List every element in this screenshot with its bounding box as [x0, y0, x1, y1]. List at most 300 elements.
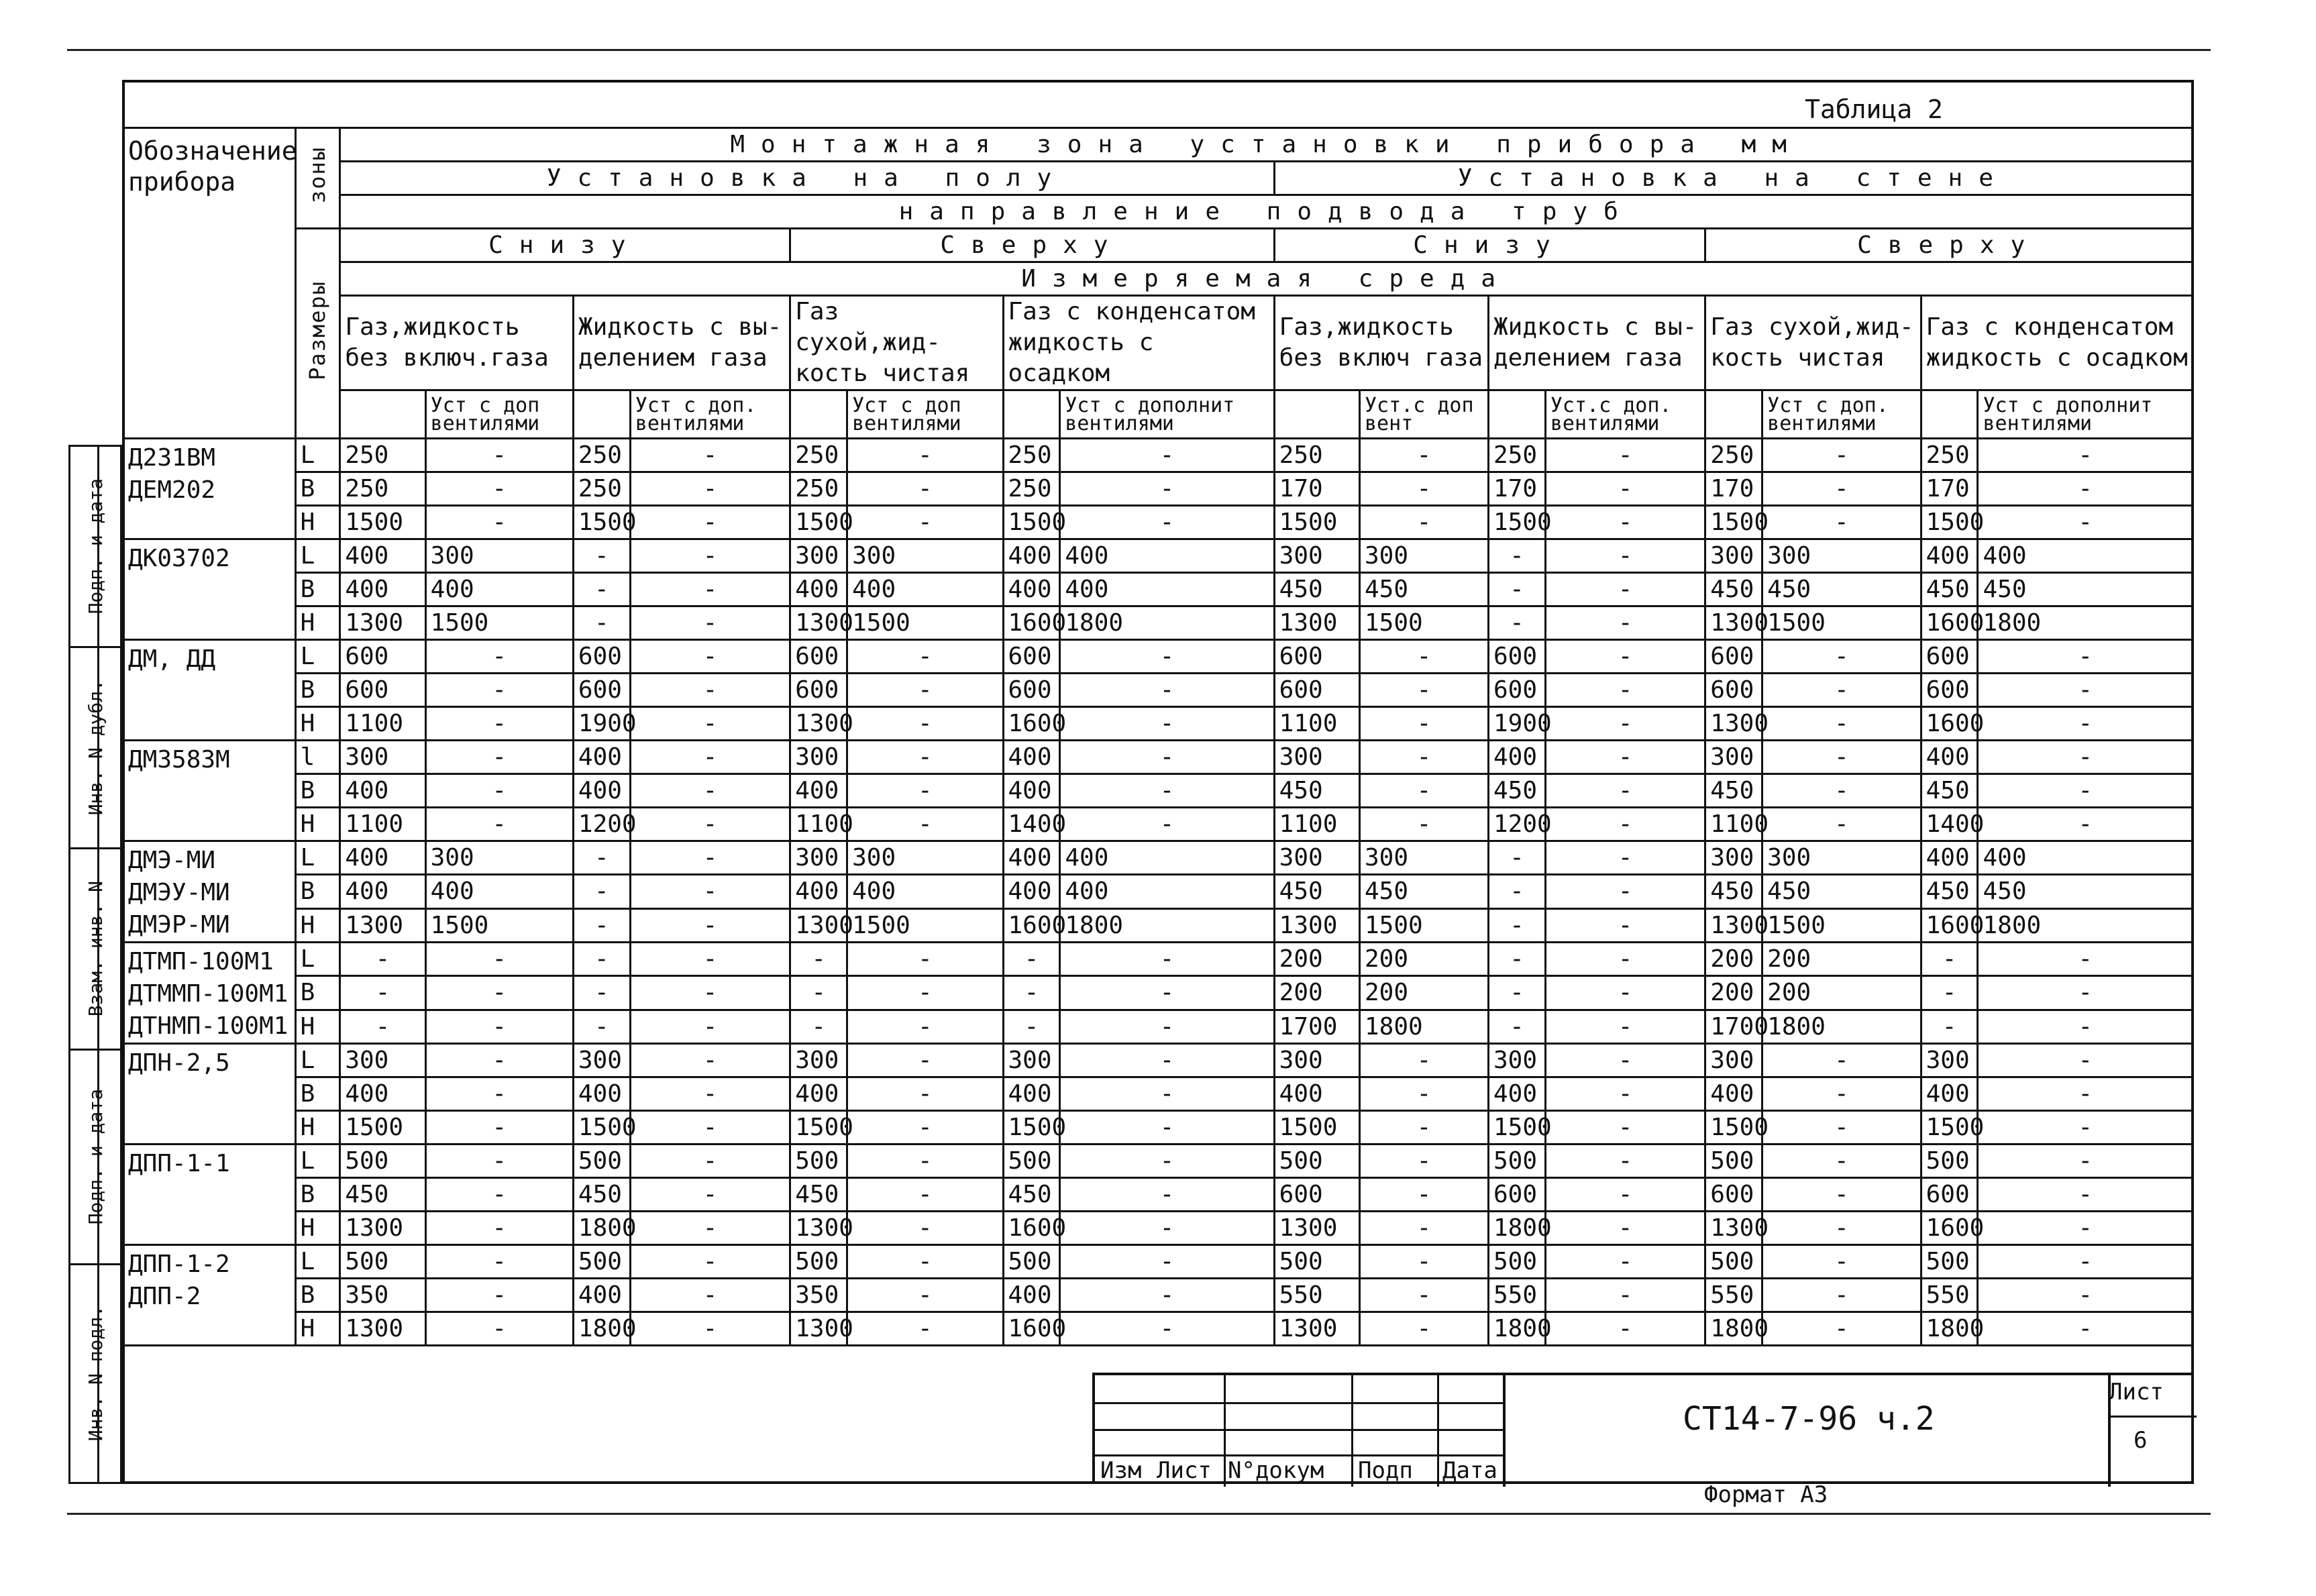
sub-header-main-6 — [1488, 390, 1545, 439]
table-cell: 400 — [1921, 741, 1978, 774]
table-cell: - — [847, 1111, 1003, 1145]
table-cell: - — [847, 506, 1003, 539]
table-cell: 400 — [1978, 841, 2193, 875]
table-cell: - — [1488, 976, 1545, 1010]
device-designation: ДМ3583М — [123, 741, 296, 841]
table-cell: - — [1545, 640, 1705, 674]
table-cell: - — [1545, 674, 1705, 707]
table-cell: 400 — [1003, 539, 1060, 573]
table-cell: 450 — [1978, 573, 2193, 606]
table-cell: - — [847, 1010, 1003, 1043]
size-code: H — [295, 1010, 340, 1043]
document-code: СТ14-7-96 ч.2 — [1683, 1400, 1935, 1438]
table-cell: 600 — [1003, 674, 1060, 707]
table-row — [123, 1279, 2193, 1312]
table-cell: 300 — [1762, 539, 1921, 573]
table-cell: 1100 — [1705, 808, 1762, 841]
size-code: L — [295, 841, 340, 875]
table-cell: - — [573, 606, 630, 640]
zone-header: зоны — [295, 128, 340, 229]
table-cell: 400 — [1978, 539, 2193, 573]
table-cell: - — [425, 1212, 573, 1245]
table-cell: - — [847, 472, 1003, 506]
table-cell: 500 — [1003, 1245, 1060, 1279]
table-cell: 1500 — [1003, 506, 1060, 539]
table-cell: 400 — [790, 573, 847, 606]
table-cell: - — [1545, 573, 1705, 606]
table-cell: 500 — [1488, 1245, 1545, 1279]
table-cell: - — [1545, 741, 1705, 774]
table-cell: - — [1488, 943, 1545, 976]
table-cell: 400 — [847, 875, 1003, 908]
table-row — [123, 573, 2193, 606]
table-cell: 1100 — [1274, 808, 1359, 841]
table-cell: - — [1978, 640, 2193, 674]
table-row — [123, 1044, 2193, 1077]
table-row — [123, 1010, 2193, 1043]
table-cell: - — [630, 1245, 790, 1279]
table-cell: 400 — [1003, 841, 1060, 875]
table-cell: - — [1762, 707, 1921, 741]
floor-from-below-header: Снизу — [340, 229, 790, 262]
table-cell: 600 — [1274, 1178, 1359, 1212]
table-cell: 1200 — [1488, 808, 1545, 841]
table-cell: 400 — [573, 741, 630, 774]
bottom-margin-line — [67, 1513, 2211, 1515]
table-cell: - — [1545, 606, 1705, 640]
table-cell: 300 — [790, 841, 847, 875]
sub-header-main-8 — [1921, 390, 1978, 439]
table-cell: - — [630, 875, 790, 908]
table-row — [123, 506, 2193, 539]
table-cell: 500 — [1921, 1145, 1978, 1178]
table-row — [123, 1178, 2193, 1212]
table-cell: - — [1060, 1212, 1274, 1245]
table-cell: - — [1545, 976, 1705, 1010]
table-cell: 450 — [1274, 875, 1359, 908]
device-designation: ДТМП-100М1 ДТММП-100М1 ДТНМП-100М1 — [123, 943, 296, 1044]
table-cell: - — [1060, 674, 1274, 707]
table-cell: - — [1545, 908, 1705, 942]
table-cell: - — [1545, 1245, 1705, 1279]
table-cell: - — [847, 1212, 1003, 1245]
table-cell: 450 — [790, 1178, 847, 1212]
table-cell: - — [630, 606, 790, 640]
table-cell: - — [630, 774, 790, 808]
table-cell: - — [1545, 1077, 1705, 1111]
table-cell: - — [1488, 539, 1545, 573]
table-cell: - — [1762, 640, 1921, 674]
table-cell: - — [425, 1178, 573, 1212]
table-cell: 450 — [1274, 774, 1359, 808]
table-cell: - — [340, 943, 425, 976]
table-cell: - — [847, 1178, 1003, 1212]
medium-header-1: Газ,жидкость без включ.газа — [340, 296, 574, 390]
table-row — [123, 1245, 2193, 1279]
table-cell: 1500 — [573, 1111, 630, 1145]
table-row — [123, 539, 2193, 573]
table-cell: - — [1060, 1010, 1274, 1043]
stamp-rule — [1095, 1454, 1503, 1456]
table-cell: 200 — [1274, 976, 1359, 1010]
table-cell: 450 — [1921, 774, 1978, 808]
table-cell: 300 — [1003, 1044, 1060, 1077]
table-cell: - — [1488, 606, 1545, 640]
size-code: H — [295, 506, 340, 539]
table-row — [123, 472, 2193, 506]
table-cell: 1300 — [790, 707, 847, 741]
table-cell: 170 — [1705, 472, 1762, 506]
sub-header-valves-8: Уст с дополнит вентилями — [1978, 390, 2193, 439]
table-cell: 300 — [1488, 1044, 1545, 1077]
table-cell: - — [630, 1077, 790, 1111]
table-cell: - — [847, 774, 1003, 808]
table-cell: 1300 — [340, 606, 425, 640]
table-cell: - — [847, 1245, 1003, 1279]
table-cell: 600 — [1705, 674, 1762, 707]
table-cell: - — [425, 1279, 573, 1312]
table-cell: - — [630, 573, 790, 606]
table-cell: - — [1921, 943, 1978, 976]
table-cell: 1500 — [1488, 1111, 1545, 1145]
table-cell: - — [1359, 1245, 1488, 1279]
table-cell: 1600 — [1921, 707, 1978, 741]
sub-header-main-1 — [340, 390, 425, 439]
table-cell: - — [573, 1010, 630, 1043]
table-cell: 550 — [1705, 1279, 1762, 1312]
table-cell: - — [1978, 1077, 2193, 1111]
size-code: B — [295, 875, 340, 908]
table-cell: 400 — [1003, 774, 1060, 808]
table-row — [123, 606, 2193, 640]
table-cell: 500 — [1274, 1245, 1359, 1279]
table-cell: - — [1060, 1279, 1274, 1312]
floor-install-header: Установка на полу — [340, 162, 1274, 195]
table-cell: 1300 — [340, 1212, 425, 1245]
sub-header-valves-4: Уст с дополнит вентилями — [1060, 390, 1274, 439]
table-cell: 1700 — [1274, 1010, 1359, 1043]
table-cell: - — [573, 943, 630, 976]
table-cell: 600 — [1705, 1178, 1762, 1212]
table-cell: - — [847, 439, 1003, 472]
table-cell: - — [425, 1077, 573, 1111]
table-cell: 300 — [847, 841, 1003, 875]
table-cell: 1100 — [340, 707, 425, 741]
size-code: B — [295, 774, 340, 808]
table-cell: 1800 — [573, 1312, 630, 1346]
table-cell: - — [630, 640, 790, 674]
table-cell: 600 — [1488, 640, 1545, 674]
table-row — [123, 875, 2193, 908]
table-cell: - — [1488, 841, 1545, 875]
table-cell: 1600 — [1003, 908, 1060, 942]
medium-header: Измеряемая среда — [340, 262, 2193, 296]
table-row — [123, 640, 2193, 674]
table-cell: 400 — [573, 774, 630, 808]
table-cell: 1600 — [1003, 1212, 1060, 1245]
table-cell: 450 — [1488, 774, 1545, 808]
size-code: H — [295, 707, 340, 741]
table-cell: - — [1003, 1010, 1060, 1043]
sub-header-main-5 — [1274, 390, 1359, 439]
table-cell: - — [1060, 640, 1274, 674]
table-cell: 1600 — [1921, 908, 1978, 942]
table-cell: 450 — [573, 1178, 630, 1212]
table-cell: - — [1921, 1010, 1978, 1043]
table-cell: - — [1545, 1044, 1705, 1077]
table-cell: 300 — [790, 539, 847, 573]
table-cell: - — [1545, 539, 1705, 573]
medium-header-4: Газ с конденсатом жидкость с осадком — [1003, 296, 1274, 390]
table-cell: - — [1060, 506, 1274, 539]
table-row — [123, 908, 2193, 942]
size-code: H — [295, 606, 340, 640]
table-cell: - — [1978, 1010, 2193, 1043]
table-cell: 1500 — [1274, 1111, 1359, 1145]
table-cell: 400 — [1921, 841, 1978, 875]
table-cell: - — [425, 943, 573, 976]
table-cell: - — [847, 1077, 1003, 1111]
table-cell: 1300 — [790, 908, 847, 942]
table-cell: 500 — [340, 1145, 425, 1178]
table-cell: - — [790, 1010, 847, 1043]
table-cell: - — [573, 908, 630, 942]
table-cell: - — [425, 674, 573, 707]
table-cell: - — [1060, 1312, 1274, 1346]
table-cell: - — [425, 774, 573, 808]
table-cell: - — [1978, 1044, 2193, 1077]
sub-header-valves-3: Уст с доп вентилями — [847, 390, 1003, 439]
table-cell: 400 — [340, 573, 425, 606]
table-cell: 450 — [1762, 573, 1921, 606]
table-cell: - — [1545, 439, 1705, 472]
zone-title-header: Монтажная зона установки прибора мм — [340, 128, 2193, 162]
sheet-number: 6 — [2134, 1427, 2148, 1454]
table-row — [123, 707, 2193, 741]
table-cell: 1800 — [1978, 606, 2193, 640]
table-cell: - — [630, 1178, 790, 1212]
size-code: L — [295, 1245, 340, 1279]
table-cell: - — [1762, 1145, 1921, 1178]
stamp-rule — [1095, 1402, 1503, 1404]
table-cell: 400 — [425, 573, 573, 606]
table-cell: 400 — [790, 1077, 847, 1111]
strip-sign-date-2: Подп. и дата — [70, 1051, 120, 1265]
table-cell: 600 — [1003, 640, 1060, 674]
table-cell: - — [1978, 1145, 2193, 1178]
table-cell: 500 — [1921, 1245, 1978, 1279]
table-cell: 400 — [1060, 841, 1274, 875]
strip-orig-inv: Инв. N подл. — [84, 1306, 107, 1442]
table-cell: - — [1545, 1279, 1705, 1312]
sub-header-valves-6: Уст.с доп. вентилями — [1545, 390, 1705, 439]
table-cell: 1300 — [790, 606, 847, 640]
table-cell: 600 — [573, 640, 630, 674]
size-code: L — [295, 439, 340, 472]
device-designation: Д231ВМ ДЕМ202 — [123, 439, 296, 539]
table-cell: 450 — [1003, 1178, 1060, 1212]
table-cell: 1500 — [1359, 606, 1488, 640]
table-cell: - — [1060, 439, 1274, 472]
table-cell: - — [630, 1145, 790, 1178]
floor-from-above-header: Сверху — [790, 229, 1274, 262]
table-cell: - — [425, 1245, 573, 1279]
table-cell: 300 — [1274, 741, 1359, 774]
table-cell: 1800 — [1978, 908, 2193, 942]
table-cell: 1500 — [340, 506, 425, 539]
table-cell: 400 — [1003, 573, 1060, 606]
table-cell: 1300 — [340, 1312, 425, 1346]
table-cell: - — [1762, 1279, 1921, 1312]
table-cell: 400 — [1705, 1077, 1762, 1111]
table-cell: - — [1060, 1178, 1274, 1212]
table-cell: - — [1488, 573, 1545, 606]
table-cell: 450 — [1921, 875, 1978, 908]
table-cell: 1500 — [573, 506, 630, 539]
size-code: B — [295, 472, 340, 506]
table-cell: 1500 — [1921, 1111, 1978, 1145]
table-cell: 300 — [1274, 539, 1359, 573]
table-cell: - — [1545, 808, 1705, 841]
format-label: Формат А3 — [1704, 1481, 1828, 1508]
table-cell: 1300 — [1274, 1212, 1359, 1245]
table-cell: - — [1978, 808, 2193, 841]
table-cell: 600 — [1921, 640, 1978, 674]
table-cell: 1500 — [1705, 1111, 1762, 1145]
table-cell: 600 — [1921, 1178, 1978, 1212]
table-cell: - — [1060, 1111, 1274, 1145]
table-cell: - — [630, 943, 790, 976]
table-cell: - — [1978, 1279, 2193, 1312]
table-cell: - — [425, 741, 573, 774]
device-designation: ДПН-2,5 — [123, 1044, 296, 1145]
table-cell: - — [1545, 774, 1705, 808]
table-cell: 350 — [790, 1279, 847, 1312]
table-row — [123, 1111, 2193, 1145]
sub-header-main-4 — [1003, 390, 1060, 439]
table-cell: 1400 — [1921, 808, 1978, 841]
table-cell: - — [847, 808, 1003, 841]
table-cell: 1800 — [1488, 1312, 1545, 1346]
table-cell: 1500 — [1488, 506, 1545, 539]
table-cell: 450 — [1705, 875, 1762, 908]
table-cell: 400 — [847, 573, 1003, 606]
table-cell: - — [1762, 808, 1921, 841]
table-cell: 400 — [340, 1077, 425, 1111]
strip-sign-date-1: Подп. и дата — [70, 447, 120, 648]
table-cell: - — [1545, 1212, 1705, 1245]
table-cell: 450 — [1762, 875, 1921, 908]
table-cell: - — [630, 1010, 790, 1043]
table-cell: 300 — [1705, 539, 1762, 573]
table-row — [123, 808, 2193, 841]
table-cell: - — [1060, 808, 1274, 841]
table-cell: 200 — [1359, 943, 1488, 976]
stamp-col-sign: Подп — [1358, 1457, 1413, 1484]
table-cell: 1500 — [425, 908, 573, 942]
sub-header-main-2 — [573, 390, 630, 439]
table-cell: 600 — [573, 674, 630, 707]
table-cell: 200 — [1762, 943, 1921, 976]
table-cell: 400 — [340, 841, 425, 875]
table-cell: - — [1359, 808, 1488, 841]
table-cell: - — [425, 439, 573, 472]
table-cell: 450 — [1359, 875, 1488, 908]
table-cell: - — [1978, 741, 2193, 774]
table-cell: - — [1359, 1111, 1488, 1145]
table-cell: - — [630, 1279, 790, 1312]
table-cell: 600 — [1274, 640, 1359, 674]
table-cell: - — [1060, 774, 1274, 808]
table-cell: - — [1545, 1111, 1705, 1145]
strip-replace-inv: Взам. инв. N — [70, 849, 120, 1051]
table-row — [123, 741, 2193, 774]
side-stamp-strip — [68, 445, 122, 1484]
table-cell: 300 — [1359, 841, 1488, 875]
table-row — [123, 841, 2193, 875]
table-cell: 400 — [1003, 1279, 1060, 1312]
table-cell: 250 — [790, 472, 847, 506]
table-cell: 1500 — [1762, 606, 1921, 640]
table-cell: - — [1762, 1178, 1921, 1212]
size-code: L — [295, 1145, 340, 1178]
table-cell: 1300 — [1705, 1212, 1762, 1245]
table-cell: 250 — [340, 472, 425, 506]
table-cell: - — [1978, 506, 2193, 539]
table-cell: - — [573, 875, 630, 908]
table-cell: 400 — [340, 875, 425, 908]
table-cell: - — [1762, 1245, 1921, 1279]
table-cell: - — [573, 841, 630, 875]
table-cell: 600 — [1488, 1178, 1545, 1212]
table-cell: - — [630, 539, 790, 573]
table-cell: 400 — [1003, 741, 1060, 774]
size-code: L — [295, 539, 340, 573]
table-cell: - — [630, 439, 790, 472]
medium-header-2: Жидкость с вы-делением газа — [573, 296, 790, 390]
stamp-col-sheet: Лист — [1157, 1457, 1212, 1484]
table-cell: - — [1359, 1279, 1488, 1312]
table-cell: - — [1060, 741, 1274, 774]
table-cell: 1100 — [340, 808, 425, 841]
table-cell: 170 — [1488, 472, 1545, 506]
table-cell: 170 — [1274, 472, 1359, 506]
table-cell: - — [1762, 774, 1921, 808]
table-cell: 1500 — [1921, 506, 1978, 539]
table-cell: 400 — [1488, 741, 1545, 774]
table-cell: 400 — [1060, 875, 1274, 908]
table-cell: 1800 — [1762, 1010, 1921, 1043]
table-cell: 500 — [573, 1145, 630, 1178]
table-cell: 550 — [1921, 1279, 1978, 1312]
table-cell: - — [1762, 472, 1921, 506]
table-cell: - — [1545, 707, 1705, 741]
table-cell: - — [340, 1010, 425, 1043]
table-cell: 1900 — [573, 707, 630, 741]
size-code: H — [295, 1111, 340, 1145]
wall-from-above-header: Сверху — [1705, 229, 2193, 262]
table-cell: - — [425, 976, 573, 1010]
table-cell: 1300 — [1274, 908, 1359, 942]
table-cell: 350 — [340, 1279, 425, 1312]
table-cell: - — [425, 1145, 573, 1178]
table-cell: - — [847, 1312, 1003, 1346]
size-code: l — [295, 741, 340, 774]
table-cell: 400 — [790, 875, 847, 908]
table-cell: 1300 — [340, 908, 425, 942]
table-title: Таблица 2 — [1805, 95, 1943, 124]
table-cell: 500 — [1488, 1145, 1545, 1178]
